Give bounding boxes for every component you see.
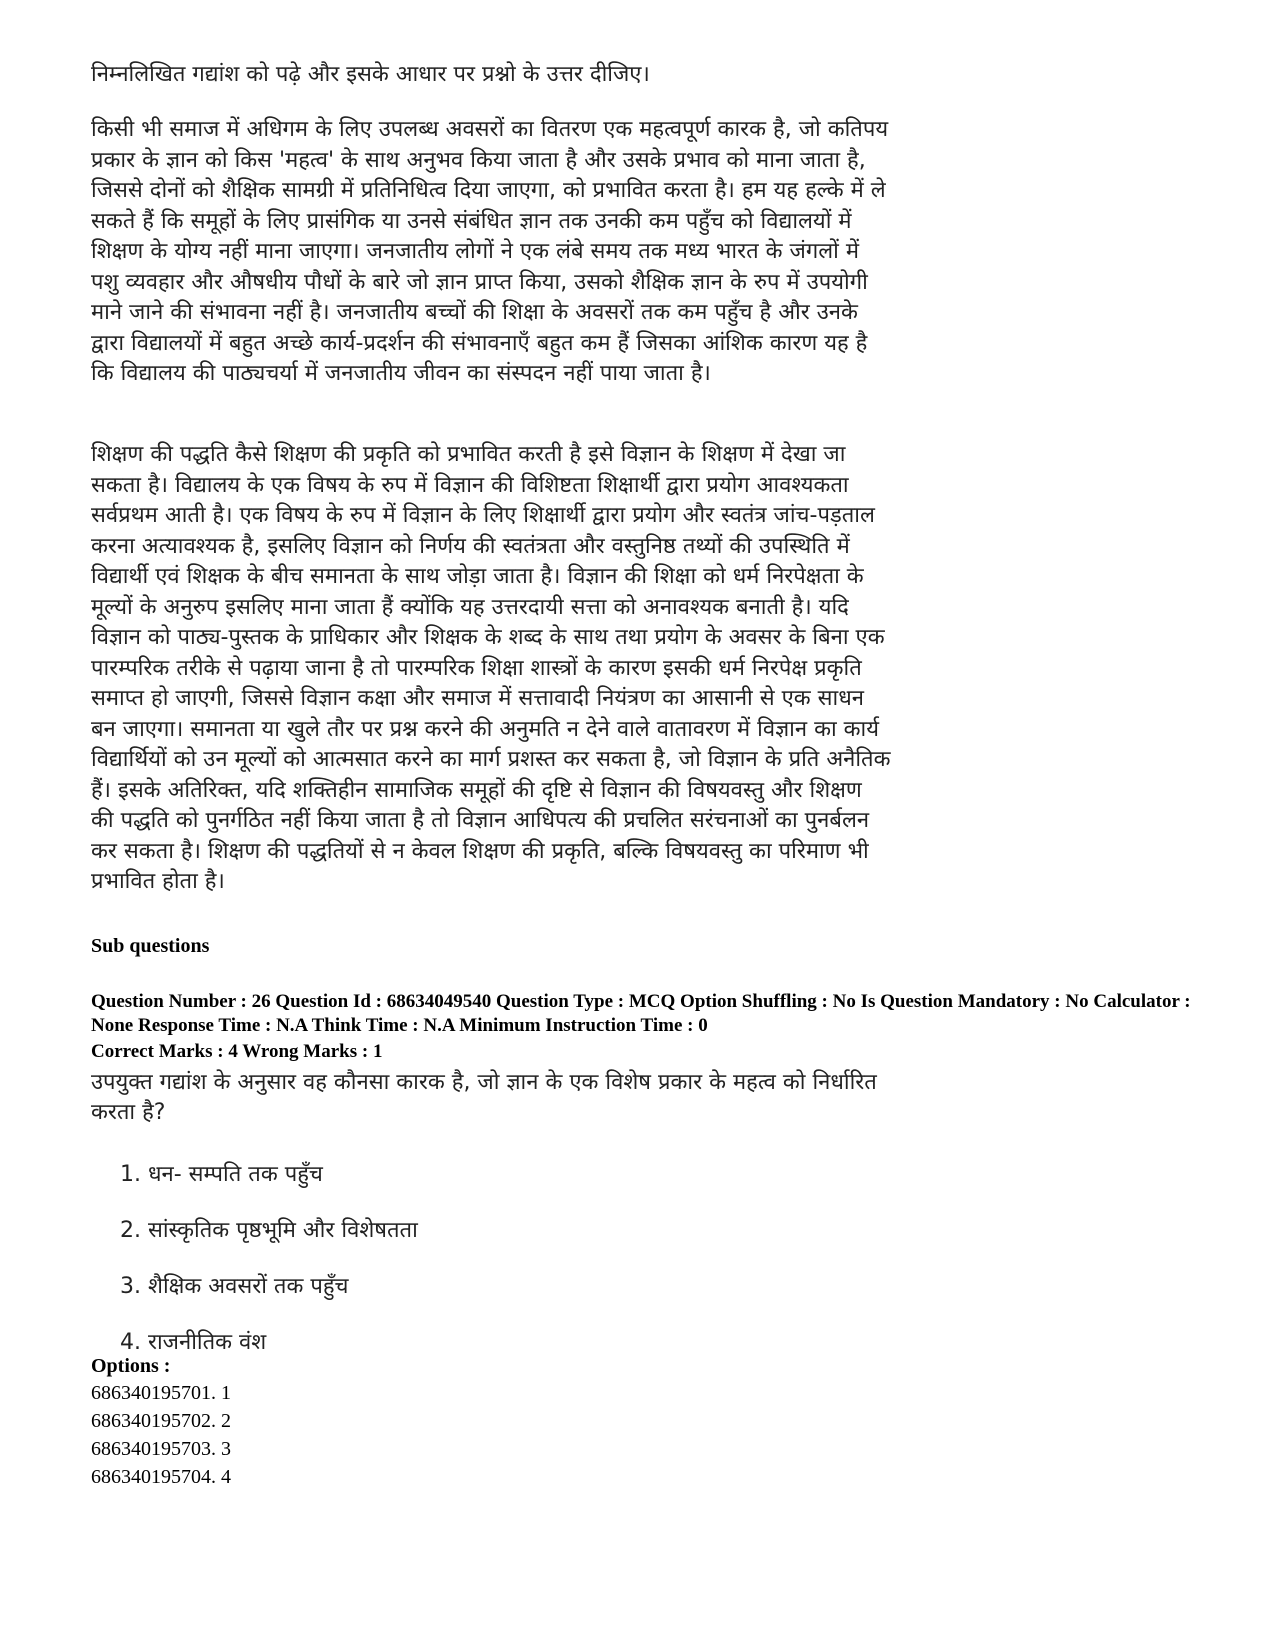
passage-paragraph-2: शिक्षण की पद्धति कैसे शिक्षण की प्रकृति को प्रभावित करती है इसे विज्ञान के शिक्षण में देखा जा सकता है। विद्यालय के एक विषय के रुप में विज्ञान की विशिष्टता शिक्षार्थी द्वारा प्रयोग आवश्यकता सर्वप्रथम आती है। एक विषय के रुप में विज्ञान के लिए शिक्षार्थी द्वारा प्रयोग और स्वतंत्र जांच-पड़ताल करना अत्यावश्यक है, इसलिए विज्ञान को निर्णय की स्वतंत्रता और वस्तुनिष्ठ तथ्यों की उपस्थिति में विद्यार्थी एवं शिक्षक के बीच समानता के साथ जोड़ा जाता है। विज्ञान की शिक्षा को धर्म निरपेक्षता के मूल्यों के अनुरुप इसलिए माना जाता हैं क्योंकि यह उत्तरदायी सत्ता को अनावश्यक बनाती है। यदि विज्ञान को पाठ्य-पुस्तक के प्राधिकार और शिक्षक के शब्द के साथ तथा प्रयोग के अवसर के बिना एक पारम्परिक तरीके से पढ़ाया जाना है तो पारम्परिक शिक्षा शास्त्रों के कारण इसकी धर्म निरपेक्ष प्रकृति समाप्त हो जाएगी, जिससे विज्ञान कक्षा और समाज में सत्तावादी नियंत्रण का आसानी से एक साधन बन जाएगा। समानता या खुले तौर पर प्रश्न करने की अनुमति न देने वाले वातावरण में विज्ञान का कार्य विद्यार्थियों को उन मूल्यों को आत्मसात करने का मार्ग प्रशस्त कर सकता है, जो विज्ञान के प्रति अनैतिक हैं। इसके अतिरिक्त, यदि शक्तिहीन सामाजिक समूहों की दृष्टि से विज्ञान की विषयवस्तु और शिक्षण की पद्धति को पुनर्गठित नहीं किया जाता है तो विज्ञान आधिपत्य की प्रचलित सरंचनाओं का पुनर्बलन कर सकता है। शिक्षण की पद्धतियों से न केवल शिक्षण की प्रकृति, बल्कि विषयवस्तु का परिमाण भी प्रभावित होता है। <box>91 442 891 894</box>
answer-choice: 1. धन- सम्पति तक पहुँच <box>120 1162 323 1187</box>
question-marks: Correct Marks : 4 Wrong Marks : 1 <box>91 1041 383 1062</box>
option-id-row: 686340195702. 2 <box>91 1410 231 1432</box>
passage-paragraph-1: किसी भी समाज में अधिगम के लिए उपलब्ध अवसरों का वितरण एक महत्वपूर्ण कारक है, जो कतिपय प्रकार के ज्ञान को किस 'महत्व' के साथ अनुभव किया जाता है और उसके प्रभाव को माना जाता है, जिससे दोनों को शैक्षिक सामग्री में प्रतिनिधित्व दिया जाएगा, को प्रभावित करता है। हम यह हल्के में ले सकते हैं कि समूहों के लिए प्रासंगिक या उनसे संबंधित ज्ञान तक उनकी कम पहुँच को विद्यालयों में शिक्षण के योग्य नहीं माना जाएगा। जनजातीय लोगों ने एक लंबे समय तक मध्य भारत के जंगलों में पशु व्यवहार और औषधीय पौधों के बारे जो ज्ञान प्राप्त किया, उसको शैक्षिक ज्ञान के रुप में उपयोगी माने जाने की संभावना नहीं है। जनजातीय बच्चों की शिक्षा के अवसरों तक कम पहुँच है और उनके द्वारा विद्यालयों में बहुत अच्छे कार्य-प्रदर्शन की संभावनाएँ बहुत कम हैं जिसका आंशिक कारण यह है कि विद्यालय की पाठ्यचर्या में जनजातीय जीवन का संस्पदन नहीं पाया जाता है। <box>91 117 889 386</box>
option-id-row: 686340195701. 1 <box>91 1382 231 1404</box>
answer-choice: 2. सांस्कृतिक पृष्ठभूमि और विशेषतता <box>120 1218 418 1243</box>
answer-choice: 3. शैक्षिक अवसरों तक पहुँच <box>120 1274 349 1299</box>
answer-choice: 4. राजनीतिक वंश <box>120 1330 267 1355</box>
option-id-row: 686340195703. 3 <box>91 1438 231 1460</box>
passage-instruction: निम्नलिखित गद्यांश को पढ़े और इसके आधार पर प्रश्नो के उत्तर दीजिए। <box>91 62 650 87</box>
question-text: उपयुक्त गद्यांश के अनुसार वह कौनसा कारक है, जो ज्ञान के एक विशेष प्रकार के महत्व को निर्धारित करता है? <box>91 1070 877 1125</box>
sub-questions-heading: Sub questions <box>91 935 210 957</box>
options-heading: Options : <box>91 1355 171 1377</box>
question-metadata: Question Number : 26 Question Id : 68634049540 Question Type : MCQ Option Shuffling : No Is Question Mandatory : No Calculator : None Response Time : N.A Think Time : N.A Minimum Instruction Time : 0 <box>91 991 1191 1036</box>
option-id-row: 686340195704. 4 <box>91 1466 231 1488</box>
